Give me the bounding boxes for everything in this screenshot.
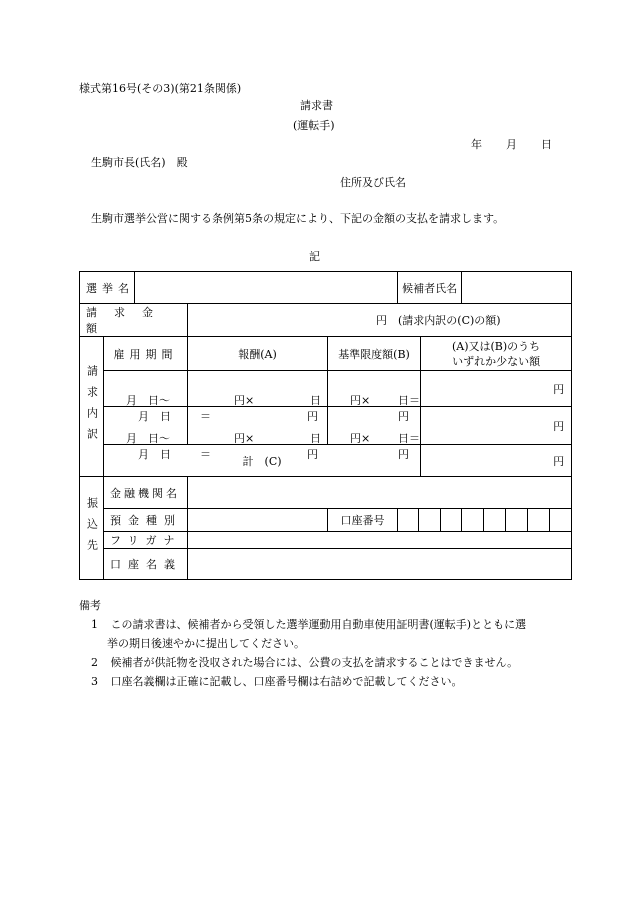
account-holder-value[interactable]	[188, 549, 572, 580]
breakdown-label: 請求内訳	[85, 364, 99, 449]
reward-day: 日	[310, 393, 321, 407]
document-subtitle: (運転手)	[293, 119, 335, 132]
note-1-cont: 挙の期日後速やかに提出してください。	[107, 637, 305, 650]
form-id: 様式第16号(その3)(第21条関係)	[79, 82, 242, 95]
col-lesser-line1: (A)又は(B)のうち	[451, 339, 541, 353]
deposit-type-value[interactable]	[188, 509, 328, 532]
col-period: 雇用期間	[113, 347, 178, 361]
election-name-value[interactable]	[135, 272, 398, 304]
furigana-label: フリガナ	[110, 534, 182, 547]
election-name-label: 選挙名	[86, 281, 134, 295]
reward-equals: ＝	[200, 447, 211, 461]
lesser-yen: 円	[553, 382, 565, 396]
account-number-digits-2[interactable]	[462, 509, 572, 532]
reward-day: 日	[310, 431, 321, 445]
lesser-yen: 円	[553, 419, 565, 433]
ki-heading: 記	[309, 250, 320, 263]
total-yen: 円	[553, 454, 565, 468]
claim-table	[79, 271, 572, 580]
claim-amount-text: 円 (請求内訳の(C)の額)	[376, 314, 501, 327]
reward-yen: 円	[307, 447, 318, 461]
applicant-label: 住所及び氏名	[340, 176, 406, 189]
date-day: 日	[541, 138, 552, 151]
reward-yen: 円	[307, 409, 318, 423]
col-lesser-line2: いずれか少ない額	[452, 354, 541, 368]
bank-value[interactable]	[188, 477, 572, 509]
note-text: この請求書は、候補者から受領した選挙運動用自動車使用証明書(運転手)とともに選	[110, 618, 527, 631]
transfer-label: 振込先	[85, 496, 99, 560]
date-year: 年	[471, 138, 482, 151]
claim-amount-value[interactable]	[188, 304, 572, 337]
breakdown-row	[80, 371, 572, 407]
limit-day: 日＝	[398, 431, 420, 445]
account-number-digits[interactable]	[398, 509, 462, 532]
candidate-name-label: 候補者氏名	[402, 281, 458, 295]
note-3	[91, 673, 463, 691]
period-start: 月 日～	[126, 431, 170, 445]
notes-heading: 備考	[79, 599, 101, 612]
note-2	[91, 654, 518, 672]
bank-label: 金融機関名	[110, 486, 180, 500]
note-number: 1	[91, 618, 98, 631]
period-start: 月 日～	[126, 393, 170, 407]
total-label: 計 (C)	[242, 454, 282, 468]
limit-yen: 円	[398, 409, 409, 423]
period-end: 月 日	[138, 409, 171, 423]
period-end: 月 日	[138, 447, 171, 461]
limit-rate: 円×	[350, 431, 371, 445]
document-title: 請求書	[300, 99, 333, 112]
reward-rate: 円×	[234, 431, 255, 445]
account-holder-label: 口座名義	[110, 558, 182, 571]
claim-amount-label: 請求金額	[86, 306, 170, 335]
furigana-value[interactable]	[188, 532, 572, 549]
account-number-label: 口座番号	[340, 514, 385, 527]
intro-text: 生駒市選挙公営に関する条例第5条の規定により、下記の金額の支払を請求します。	[91, 212, 505, 225]
col-reward: 報酬(A)	[238, 347, 277, 361]
col-limit: 基準限度額(B)	[338, 347, 410, 361]
reward-equals: ＝	[200, 409, 211, 423]
note-text: 候補者が供託物を没収された場合には、公費の支払を請求することはできません。	[110, 656, 519, 669]
note-text: 口座名義欄は正確に記載し、口座番号欄は右詰めで記載してください。	[110, 675, 463, 688]
deposit-type-label: 預金種別	[110, 514, 182, 527]
addressee: 生駒市長(氏名) 殿	[91, 156, 188, 169]
reward-rate: 円×	[234, 393, 255, 407]
note-1	[91, 616, 526, 634]
limit-day: 日＝	[398, 393, 420, 407]
note-number: 3	[91, 675, 98, 688]
limit-rate: 円×	[350, 393, 371, 407]
date-month: 月	[506, 138, 517, 151]
limit-yen: 円	[398, 447, 409, 461]
candidate-name-value[interactable]	[462, 272, 572, 304]
note-number: 2	[91, 656, 98, 669]
